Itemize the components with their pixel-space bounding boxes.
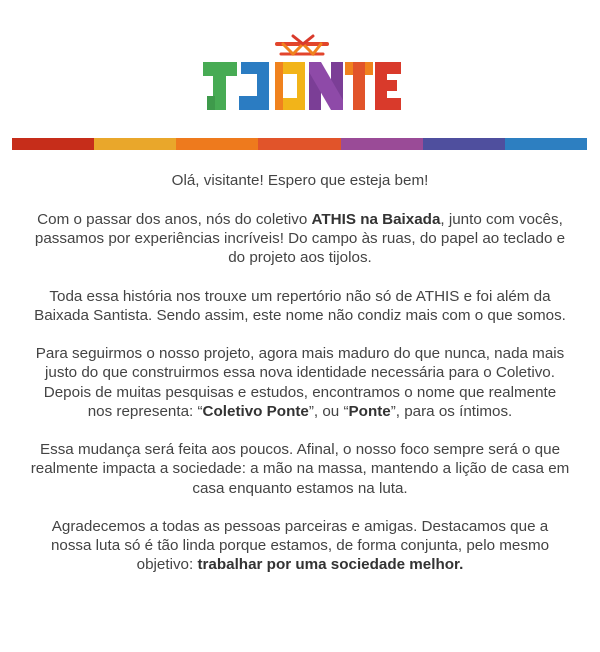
stripe-segment [341,138,423,150]
stripe-segment [258,138,340,150]
stripe-segment [94,138,176,150]
ponte-logo [195,34,405,116]
letter-body [30,171,570,594]
paragraph-2: Toda essa história nos trouxe um repertório não só de ATHIS e foi além da Baixada Santista. Sendo assim, este nome não condiz mais com o que somos. [34,287,566,324]
bridge-icon [277,36,327,54]
p1-text-a: Com o passar dos anos, nós do coletivo [37,210,312,228]
logo-letter-t2 [345,62,373,110]
color-stripe [12,138,587,150]
stripe-segment [423,138,505,150]
paragraph-4: Essa mudança será feita aos poucos. Afinal, o nosso foco sempre será o que realmente impacta a sociedade: a mão na massa, mantendo a lição de casa em casa enquanto estamos na luta. [30,441,570,497]
stripe-segment [505,138,587,150]
p3-bold-ponte: Ponte [348,402,391,420]
p3-text-c: ”, ou “ [308,402,349,420]
p3-text-a: Para seguirmos o nosso projeto, agora mais maduro do que nunca, nada mais justo do que construirmos essa nova identidade necessária para o Coletivo. Depois de muitas pesquisas e estudos, encontramos o nome que realmente nos representa: “ [35,345,565,420]
stripe-segment [176,138,258,150]
paragraph-5 [30,517,570,575]
stripe-segment [12,138,94,150]
paragraph-1 [30,210,570,268]
greeting: Olá, visitante! Espero que esteja bem! [171,172,429,189]
logo-letter-p [239,62,269,110]
paragraph-3 [30,344,570,421]
logo-letter-n [309,62,343,110]
logo-letter-t [203,62,237,110]
p1-bold-athis: ATHIS na Baixada [311,210,441,228]
logo-letter-o [275,62,305,110]
p3-text-e: ”, para os íntimos. [390,402,513,420]
p5-bold-closing: trabalhar por uma sociedade melhor. [197,556,464,574]
p5-text-a: Agradecemos a todas as pessoas parceiras e amigas. Destacamos que a nossa luta só é tão linda porque estamos, de forma conjunta, pelo mesmo objetivo: [50,517,550,574]
p1-text-c: , junto com vocês, passamos por experiências incríveis! Do campo às ruas, do papel ao teclado e do projeto aos tijolos. [34,210,566,267]
p3-bold-coletivo-ponte: Coletivo Ponte [202,402,309,420]
logo-letter-e [375,62,401,110]
